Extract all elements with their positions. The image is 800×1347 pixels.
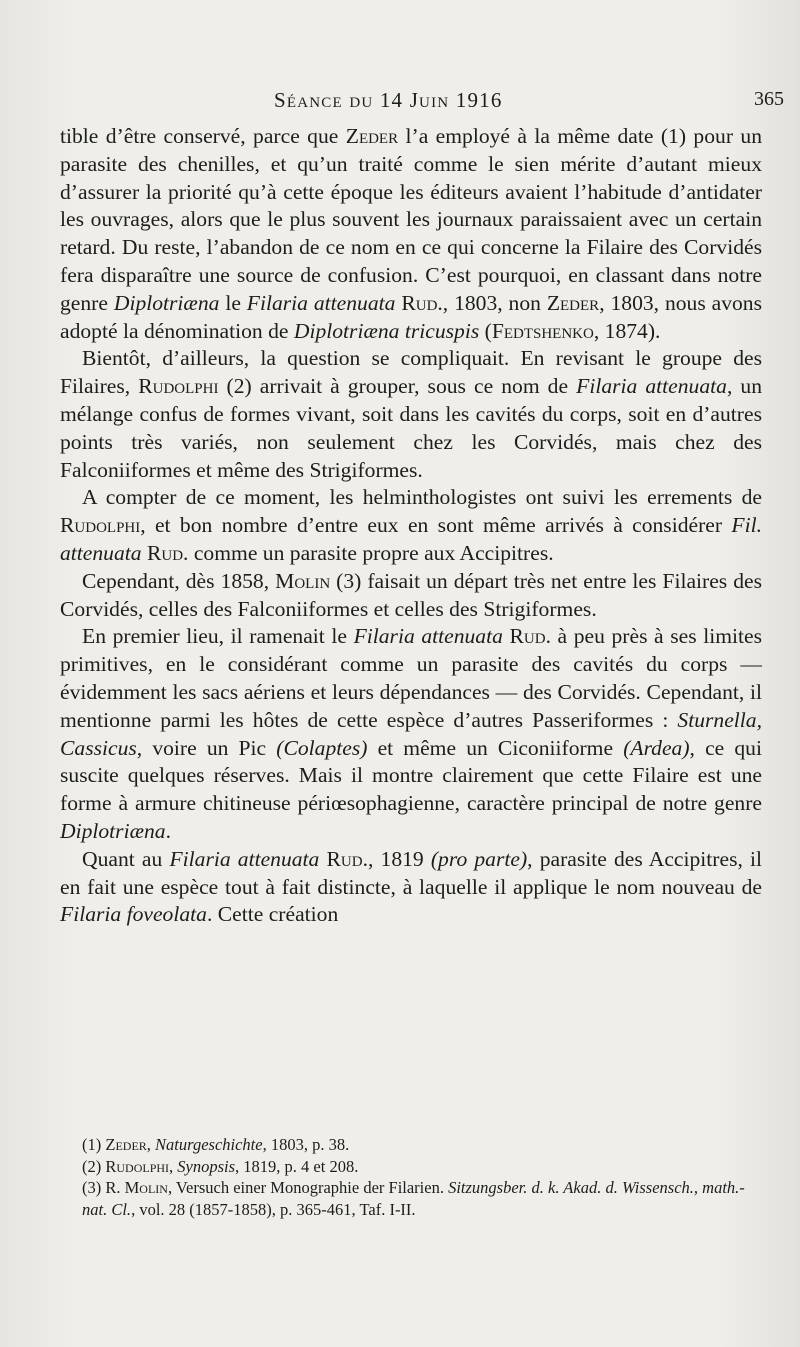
author-name: Rudolphi xyxy=(138,374,219,399)
text-run: , 1803, nous avons adopté la dénomination de xyxy=(60,290,762,343)
italic-term: (Colaptes) xyxy=(276,735,368,760)
author-name: Molin xyxy=(124,1178,168,1197)
italic-term: Synopsis xyxy=(177,1156,236,1176)
text-run: , 1874). xyxy=(593,318,661,343)
text-run: , 1819, p. 4 et 208. xyxy=(235,1156,359,1176)
paragraph xyxy=(60,568,762,624)
paragraph xyxy=(60,345,762,484)
running-header xyxy=(60,88,800,118)
text-run: , 1819 xyxy=(367,846,431,871)
italic-term: Diplotriæna tricuspis xyxy=(293,318,480,343)
author-name: Rud. xyxy=(326,846,368,871)
text-run: l’a employé à la même date (1) pour un parasite des chenilles, et qu’un traité comme le sien mérite d’autant mieux d’assurer la priorité qu’à cette époque les éditeurs avaient l’habitude d’antidater les ouvrages, alors que le plus souvent les journaux paraissaient avec un certain retard. Du reste, l’abandon de ce nom en ce qui concerne la Filaire des Corvidés fera disparaître une source de confusion. C’est pourquoi, en classant dans notre genre xyxy=(60,124,763,315)
paragraph xyxy=(60,123,762,345)
italic-term: (Ardea) xyxy=(623,735,690,760)
paragraph xyxy=(60,846,762,929)
author-name: Rudolphi xyxy=(105,1156,170,1176)
italic-term: Filaria attenuata xyxy=(353,624,503,649)
footnote xyxy=(82,1156,760,1178)
text-run: (3) faisait un départ très net entre les Filaires des Corvidés, celles des Falconiiformes et celles des Strigiformes. xyxy=(60,568,762,621)
text-run: , un mélange confus de formes vivant, soit dans les cavités du corps, soit en d’autres points très variés, non seulement chez les Corvidés, mais chez des Falconiiformes et même des Strigiformes. xyxy=(60,374,762,482)
text-run: , vol. 28 (1857-1858), p. 365-461, Taf. I-II. xyxy=(131,1199,416,1219)
author-name: Molin xyxy=(275,568,331,593)
running-title: Séance du 14 Juin 1916 xyxy=(274,88,503,112)
text-run: (1) xyxy=(82,1135,106,1154)
text-run: Bientôt, d’ailleurs, la question se compliquait. En revisant le groupe des Filaires, xyxy=(60,346,762,399)
author-name: Fedtshenko xyxy=(491,318,594,343)
paragraph xyxy=(60,623,762,845)
text-run: (3) R. xyxy=(82,1178,125,1197)
paragraph xyxy=(60,484,762,567)
text-run: , xyxy=(146,1135,156,1154)
text-run: comme un parasite propre aux Accipitres. xyxy=(188,540,554,565)
text-run: . xyxy=(165,818,171,843)
text-run: (2) arrivait à grouper, sous ce nom de xyxy=(218,374,577,399)
italic-term: Filaria foveolata xyxy=(60,902,207,927)
author-name: Rudolphi xyxy=(60,513,141,538)
italic-term: (pro parte) xyxy=(430,846,528,871)
text-run: à peu près à ses limites primitives, en le considérant comme un parasite des cavités du corps — évidemment les sacs aériens et leurs dépendances — des Corvidés. Cependant, il mentionne parmi les hôtes de cette espèce d’autres Passeriformes : xyxy=(60,624,762,732)
text-run: , xyxy=(169,1156,178,1176)
text-run: , voire un Pic xyxy=(136,735,277,760)
italic-term: Diplotriæna xyxy=(60,818,166,843)
author-name: Rud. xyxy=(509,624,551,649)
body-text xyxy=(60,123,762,929)
italic-term: Naturgeschichte xyxy=(155,1135,263,1154)
text-run: En premier lieu, il ramenait le xyxy=(82,624,354,649)
italic-term: Filaria attenuata xyxy=(246,290,396,315)
italic-term: Sitzungsber. d. k. Akad. d. Wissensch., math.-nat. Cl. xyxy=(82,1178,745,1219)
text-run xyxy=(319,847,326,871)
text-run: le xyxy=(219,290,247,315)
italic-term: Diplotriæna xyxy=(113,290,220,315)
author-name: Zeder xyxy=(105,1135,147,1154)
author-name: Zeder xyxy=(546,290,600,315)
text-run: , ce qui suscite quelques réserves. Mais il montre clairement que cette Filaire est une forme à armure chitineuse périœsophagienne, caractère principal de notre genre xyxy=(60,735,762,816)
text-run: , parasite des Accipitres, il en fait une espèce tout à fait distincte, à laquelle il applique le nom nouveau de xyxy=(60,846,763,899)
text-run: , Versuch einer Monographie der Filarien. xyxy=(167,1178,449,1197)
author-name: Rud. xyxy=(146,540,189,565)
text-run: A compter de ce moment, les helminthologistes ont suivi les errements de xyxy=(82,485,762,510)
italic-term: Filaria attenuata xyxy=(169,846,320,871)
author-name: Rud. xyxy=(401,290,443,315)
text-run: et même un Ciconiiforme xyxy=(367,735,624,760)
text-run: , et bon nombre d’entre eux en sont même arrivés à considérer xyxy=(140,513,732,538)
text-run: Quant au xyxy=(82,846,170,871)
italic-term: Fil. attenuata xyxy=(60,513,762,565)
text-run: (2) xyxy=(82,1156,106,1176)
author-name: Zeder xyxy=(345,124,399,148)
page-number: 365 xyxy=(754,88,784,110)
footnote xyxy=(82,1177,760,1220)
italic-term: Sturnella, Cassicus xyxy=(60,707,762,760)
footnote xyxy=(82,1134,760,1156)
text-run: , 1803, non xyxy=(442,290,547,315)
text-run xyxy=(503,624,510,648)
text-run: , 1803, p. 38. xyxy=(262,1135,350,1154)
text-run: tible d’être conservé, parce que xyxy=(60,124,346,148)
text-run: ( xyxy=(479,318,492,343)
footnotes xyxy=(82,1134,760,1220)
italic-term: Filaria attenuata xyxy=(576,374,727,399)
text-run: . Cette création xyxy=(206,902,339,927)
text-run: Cependant, dès 1858, xyxy=(82,568,276,593)
